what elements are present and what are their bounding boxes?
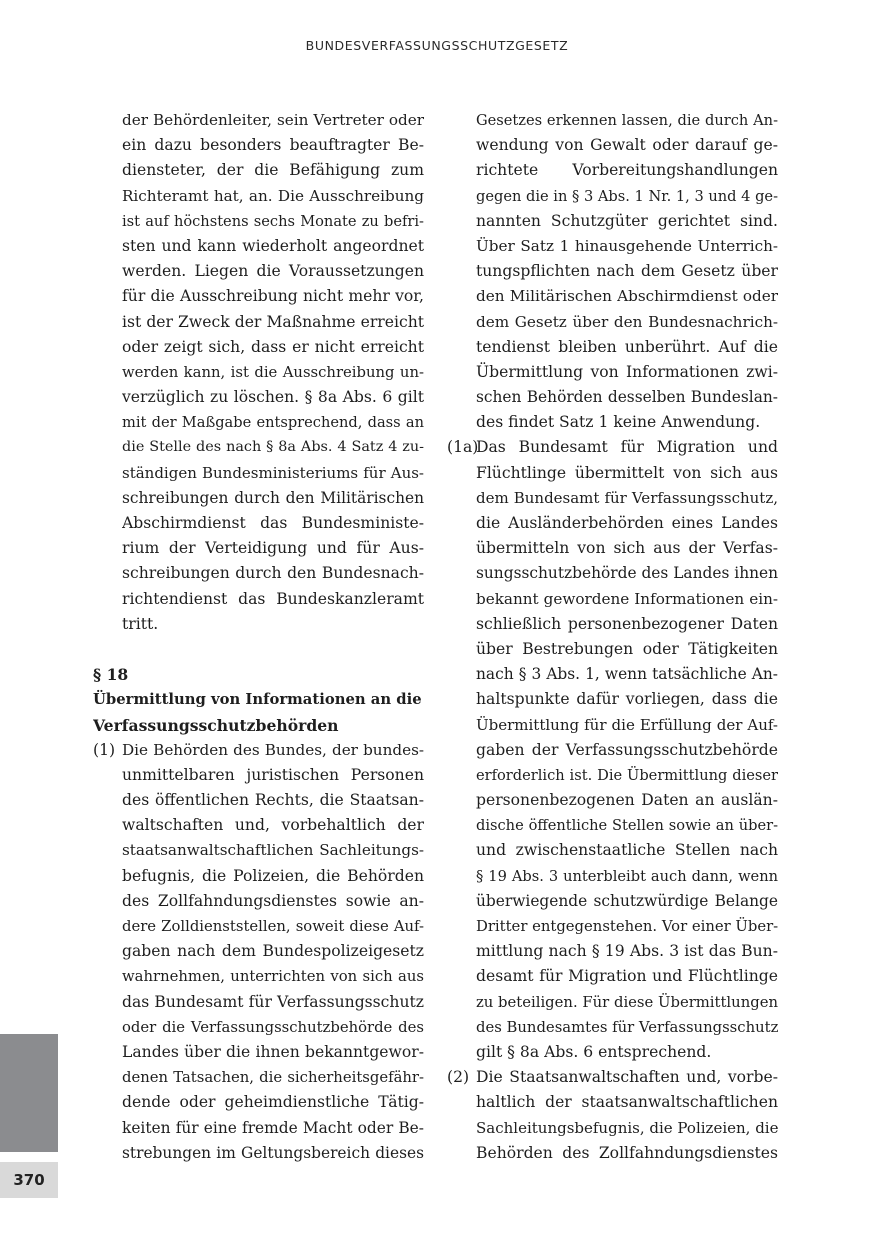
paragraph-2 bbox=[447, 1065, 778, 1166]
text-line: Flüchtlinge übermittelt von sich aus bbox=[476, 463, 778, 482]
text-line: richtendienst das Bundeskanzleramt bbox=[122, 589, 424, 608]
text-line: sungsschutzbehörde des Landes ihnen bbox=[476, 564, 778, 583]
text-line: gilt § 8a Abs. 6 entsprechend. bbox=[476, 1042, 712, 1061]
text-line: wahrnehmen, unterrichten von sich aus bbox=[122, 968, 424, 986]
text-line: wendung von Gewalt oder darauf ge- bbox=[476, 136, 778, 155]
text-line: des Bundesamtes für Verfassungsschutz bbox=[476, 1018, 778, 1036]
section-number: § 18 bbox=[93, 665, 129, 685]
text-line: Über Satz 1 hinausgehende Unterrich- bbox=[476, 236, 778, 255]
text-line: desamt für Migration und Flüchtlinge bbox=[476, 967, 778, 986]
right-continuation-text bbox=[476, 108, 778, 435]
text-line: mittlung nach § 19 Abs. 3 ist das Bun- bbox=[476, 942, 778, 961]
page-number: 370 bbox=[0, 1162, 58, 1198]
text-line: schreibungen durch den Militärischen bbox=[122, 488, 424, 507]
text-line: des findet Satz 1 keine Anwendung. bbox=[476, 413, 761, 432]
text-line: denen Tatsachen, die sicherheitsgefähr- bbox=[122, 1069, 424, 1087]
text-line: des öffentlichen Rechts, die Staatsan- bbox=[122, 791, 424, 810]
text-line: staatsanwaltschaftlichen Sachleitungs- bbox=[122, 841, 424, 860]
text-line: haltspunkte dafür vorliegen, dass die bbox=[476, 690, 778, 709]
text-line: tendienst bleiben unberührt. Auf die bbox=[476, 337, 778, 356]
text-line: Die Behörden des Bundes, der bundes- bbox=[122, 740, 424, 759]
thumb-index-tab bbox=[0, 1034, 58, 1152]
text-line: überwiegende schutzwürdige Belange bbox=[476, 891, 778, 910]
text-line: den Militärischen Abschirmdienst oder bbox=[476, 287, 778, 306]
text-line: tungspflichten nach dem Gesetz über bbox=[476, 262, 778, 281]
text-line: verzüglich zu löschen. § 8a Abs. 6 gilt bbox=[122, 388, 424, 407]
text-line: Behörden des Zollfahndungsdienstes bbox=[476, 1143, 778, 1162]
text-line: der Behördenleiter, sein Vertreter oder bbox=[122, 111, 424, 129]
paragraph-body bbox=[476, 435, 778, 1065]
paragraph-1 bbox=[93, 738, 424, 1166]
text-line: § 19 Abs. 3 unterbleibt auch dann, wenn bbox=[476, 867, 778, 885]
spacer bbox=[93, 637, 424, 662]
text-line: Das Bundesamt für Migration und bbox=[476, 438, 778, 457]
text-line: schreibungen durch den Bundesnach- bbox=[122, 564, 424, 583]
text-line: tritt. bbox=[122, 614, 159, 633]
text-line: ein dazu besonders beauftragter Be- bbox=[122, 136, 424, 155]
text-line: übermitteln von sich aus der Verfas- bbox=[476, 539, 778, 558]
paragraph-number: (1a) bbox=[447, 438, 479, 457]
section-title bbox=[93, 687, 424, 737]
text-line: dische öffentliche Stellen sowie an über- bbox=[476, 817, 778, 835]
text-line: des Zollfahndungsdienstes sowie an- bbox=[122, 891, 424, 910]
paragraph-number: (1) bbox=[93, 740, 116, 759]
text-line: das Bundesamt für Verfassungsschutz bbox=[122, 992, 424, 1011]
text-line: für die Ausschreibung nicht mehr vor, bbox=[122, 287, 424, 306]
text-line: unmittelbaren juristischen Personen bbox=[122, 765, 424, 784]
text-line: sten und kann wiederholt angeordnet bbox=[122, 236, 424, 255]
text-line: oder zeigt sich, dass er nicht erreicht bbox=[122, 337, 424, 356]
paragraph-1a bbox=[447, 435, 778, 1065]
paragraph-body bbox=[476, 1065, 778, 1166]
text-line: gegen die in § 3 Abs. 1 Nr. 1, 3 und 4 ge- bbox=[476, 187, 778, 205]
section-title-line: Übermittlung von Informationen an die bbox=[93, 691, 422, 709]
left-continuation-text bbox=[122, 108, 424, 637]
text-line: haltlich der staatsanwaltschaftlichen bbox=[476, 1093, 778, 1112]
text-line: dere Zolldienststellen, soweit diese Auf- bbox=[122, 918, 424, 935]
text-line: Übermittlung von Informationen zwi- bbox=[476, 362, 778, 381]
text-line: oder die Verfassungsschutzbehörde des bbox=[122, 1018, 424, 1036]
paragraph-number: (2) bbox=[447, 1068, 470, 1087]
text-line: die Stelle des nach § 8a Abs. 4 Satz 4 zu- bbox=[122, 439, 424, 456]
text-line: Dritter entgegenstehen. Vor einer Über- bbox=[476, 918, 778, 935]
text-line: gaben nach dem Bundespolizeigesetz bbox=[122, 942, 424, 961]
text-line: Abschirmdienst das Bundesministe- bbox=[122, 514, 424, 532]
text-line: nannten Schutzgüter gerichtet sind. bbox=[476, 211, 778, 230]
text-line: werden. Liegen die Voraussetzungen bbox=[122, 262, 424, 281]
text-line: Übermittlung für die Erfüllung der Auf- bbox=[476, 715, 778, 734]
right-column bbox=[447, 108, 778, 1166]
text-line: dem Bundesamt für Verfassungsschutz, bbox=[476, 488, 778, 507]
text-line: mit der Maßgabe entsprechend, dass an bbox=[122, 414, 424, 432]
text-line: werden kann, ist die Ausschreibung un- bbox=[122, 363, 424, 381]
text-line: die Ausländerbehörden eines Landes bbox=[476, 514, 778, 532]
section-title-line: Verfassungsschutzbehörden bbox=[93, 715, 339, 735]
text-line: ist auf höchstens sechs Monate zu befri- bbox=[122, 212, 424, 230]
text-line: gaben der Verfassungsschutzbehörde bbox=[476, 740, 778, 759]
text-line: und zwischenstaatliche Stellen nach bbox=[476, 841, 778, 860]
text-line: personenbezogenen Daten an auslän- bbox=[476, 791, 778, 810]
text-line: Gesetzes erkennen lassen, die durch An- bbox=[476, 112, 778, 129]
text-line: richtete Vorbereitungshandlungen bbox=[476, 161, 778, 180]
text-line: ständigen Bundesministeriums für Aus- bbox=[122, 463, 424, 482]
text-line: keiten für eine fremde Macht oder Be- bbox=[122, 1118, 424, 1137]
left-column bbox=[93, 108, 424, 1166]
paragraph-body bbox=[122, 738, 424, 1166]
text-line: erforderlich ist. Die Übermittlung dieser bbox=[476, 766, 778, 784]
text-line: Sachleitungsbefugnis, die Polizeien, die bbox=[476, 1118, 778, 1137]
text-line: Richteramt hat, an. Die Ausschreibung bbox=[122, 186, 424, 205]
running-header: BUNDESVERFASSUNGSSCHUTZGESETZ bbox=[305, 38, 569, 53]
text-line: Landes über die ihnen bekanntgewor- bbox=[122, 1042, 424, 1061]
text-line: dende oder geheimdienstliche Tätig- bbox=[122, 1093, 424, 1112]
text-line: nach § 3 Abs. 1, wenn tatsächliche An- bbox=[476, 665, 778, 684]
text-line: Die Staatsanwaltschaften und, vorbe- bbox=[476, 1068, 778, 1087]
text-line: schen Behörden desselben Bundeslan- bbox=[476, 388, 778, 407]
text-line: über Bestrebungen oder Tätigkeiten bbox=[476, 639, 778, 658]
text-line: rium der Verteidigung und für Aus- bbox=[122, 539, 424, 558]
text-line: befugnis, die Polizeien, die Behörden bbox=[122, 866, 424, 885]
text-line: waltschaften und, vorbehaltlich der bbox=[122, 816, 424, 835]
text-line: schließlich personenbezogener Daten bbox=[476, 614, 778, 633]
text-line: dem Gesetz über den Bundesnachrich- bbox=[476, 312, 778, 331]
text-line: strebungen im Geltungsbereich dieses bbox=[122, 1143, 424, 1162]
text-line: diensteter, der die Befähigung zum bbox=[122, 161, 424, 180]
text-line: ist der Zweck der Maßnahme erreicht bbox=[122, 312, 424, 331]
text-line: zu beteiligen. Für diese Übermittlungen bbox=[476, 993, 778, 1011]
text-line: bekannt gewordene Informationen ein- bbox=[476, 589, 778, 608]
